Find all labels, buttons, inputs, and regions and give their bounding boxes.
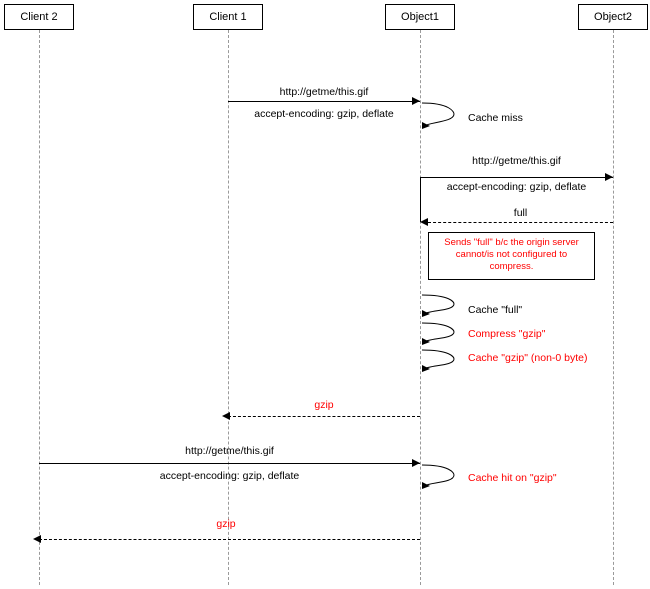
message-line-m2	[420, 177, 613, 178]
message-label-m5-secondary: accept-encoding: gzip, deflate	[159, 470, 300, 482]
message-label-m4-primary: gzip	[314, 399, 334, 411]
note-text: Sends "full" b/c the origin server cannot/is not configured to compress.	[444, 237, 579, 272]
participant-label: Object1	[401, 11, 439, 23]
note-compress-explanation	[428, 232, 595, 280]
participant-client2[interactable]	[4, 4, 74, 30]
self-message-label-s2: Cache "full"	[468, 304, 523, 316]
message-line-m1	[228, 101, 420, 102]
arrow-head-m3	[420, 218, 428, 226]
message-line-m4	[228, 416, 420, 417]
arrow-head-m5	[412, 459, 420, 467]
message-label-m1-primary: http://getme/this.gif	[279, 86, 369, 98]
arrow-head-m1	[412, 97, 420, 105]
message-label-m1-secondary: accept-encoding: gzip, deflate	[254, 108, 394, 120]
message-line-m6	[39, 539, 420, 540]
self-message-label-s5: Cache hit on "gzip"	[468, 472, 557, 484]
self-message-label-s3: Compress "gzip"	[468, 328, 546, 340]
message-line-m3	[428, 222, 613, 223]
arrow-head-m6	[33, 535, 41, 543]
lifeline-client2	[39, 30, 40, 585]
message-line-m5	[39, 463, 420, 464]
message-label-m3-primary: full	[513, 207, 528, 219]
participant-label: Client 1	[209, 11, 247, 23]
participant-client1[interactable]	[193, 4, 263, 30]
self-loop-s5	[420, 462, 460, 492]
participant-label: Client 2	[20, 11, 58, 23]
self-loop-s1	[420, 100, 460, 132]
self-loop-s4	[420, 347, 460, 375]
self-loop-s3	[420, 320, 460, 348]
arrow-head-m2	[605, 173, 613, 181]
self-message-label-s1: Cache miss	[468, 112, 523, 124]
participant-object2[interactable]	[578, 4, 648, 30]
lifeline-object2	[613, 30, 614, 585]
arrow-head-m4	[222, 412, 230, 420]
message-label-m2-primary: http://getme/this.gif	[472, 155, 561, 167]
participant-object1[interactable]	[385, 4, 455, 30]
participant-label: Object2	[594, 11, 632, 23]
message-label-m5-primary: http://getme/this.gif	[185, 445, 274, 457]
activation-object1	[420, 177, 421, 222]
self-message-label-s4: Cache "gzip" (non-0 byte)	[468, 352, 588, 364]
message-label-m2-secondary: accept-encoding: gzip, deflate	[446, 181, 587, 193]
message-label-m6-primary: gzip	[216, 518, 236, 530]
self-loop-s2	[420, 292, 460, 320]
